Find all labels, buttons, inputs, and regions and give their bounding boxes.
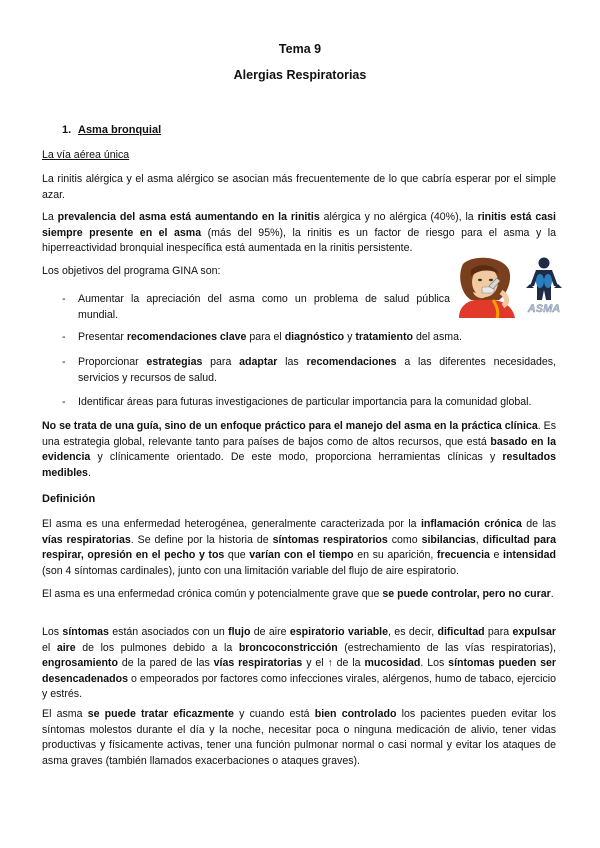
- paragraph-gina-strategy: No se trata de una guía, sino de un enfoque práctico para el manejo del asma en la práctica clínica. Es una estrategia global, relevante tanto para países de bajos como de altos recursos, que está basado en la evidencia y clínicamente orientado. De este modo, proporciona herramientas clínicas y resultados medibles.: [42, 420, 557, 479]
- paragraph-chronic: El asma es una enfermedad crónica común y potencialmente grave que se puede controlar, pero no curar.: [42, 588, 554, 600]
- subsection-title: La vía aérea única: [42, 149, 130, 161]
- inhaler-illustration: [453, 256, 521, 318]
- lungs-figure-icon: [524, 256, 564, 318]
- list-item: - Proporcionar estrategias para adaptar las recomendaciones a las diferentes necesidades, servicios y recursos de salud.: [62, 356, 557, 384]
- gina-intro: Los objetivos del programa GINA son:: [42, 265, 221, 277]
- topic-number: Tema 9: [278, 42, 322, 56]
- page-title: Alergias Respiratorias: [233, 68, 367, 82]
- asma-logo-text: ASMA: [527, 303, 561, 315]
- list-item: - Aumentar la apreciación del asma como un problema de salud pública mundial.: [62, 293, 450, 321]
- paragraph-symptoms: Los síntomas están asociados con un flujo de aire espiratorio variable, es decir, dificultad para expulsar el aire de los pulmones debido a la broncoconstricción (estrechamiento de las vías respiratorias), engrosamiento de la pared de las vías respiratorias y el ↑ de la mucosidad. Los síntomas pueden ser desencadenados o empeorados por factores como infecciones virales, alérgenos, humo de tabaco, ejercicio y estrés.: [42, 626, 557, 700]
- paragraph-rinitis: La rinitis alérgica y el asma alérgico se asocian más frecuentemente de lo que cabría esperar por el simple azar.: [42, 173, 556, 201]
- paragraph-prevalencia: La prevalencia del asma está aumentando en la rinitis alérgica y no alérgica (40%), la rinitis está casi siempre presente en el asma (más del 95%), la rinitis es un factor de riesgo para el asma y la hiperreactividad bronquial inespecífica está aumentada en la rinitis persistente.: [42, 211, 557, 254]
- paragraph-treatment: El asma se puede tratar eficazmente y cuando está bien controlado los pacientes pueden evitar los síntomas molestos durante el día y la noche, necesitar poca o ninguna medicación de alivio, tener vidas productivas y físicamente activas, tener una función pulmonar normal o casi normal y evitar los ataques de asma graves (también llamados exacerbaciones o ataques graves).: [42, 708, 556, 767]
- section-heading: [62, 124, 161, 136]
- list-item: - Presentar recomendaciones clave para el diagnóstico y tratamiento del asma.: [62, 331, 462, 343]
- list-item: - Identificar áreas para futuras investigaciones de particular importancia para la comunidad global.: [62, 396, 532, 408]
- paragraph-definition: El asma es una enfermedad heterogénea, generalmente caracterizada por la inflamación crónica de las vías respiratorias. Se define por la historia de síntomas respiratorios como sibilancias, dificultad para respirar, opresión en el pecho y tos que varían con el tiempo en su aparición, frecuencia e intensidad (son 4 síntomas cardinales), junto con una limitación variable del flujo de aire espiratorio.: [42, 518, 557, 577]
- section-label: Asma bronquial: [78, 124, 162, 136]
- person-inhaler-icon: [453, 256, 521, 318]
- section-number: 1.: [62, 124, 72, 136]
- definicion-heading: Definición: [42, 493, 96, 505]
- asma-lungs-illustration: [524, 256, 564, 318]
